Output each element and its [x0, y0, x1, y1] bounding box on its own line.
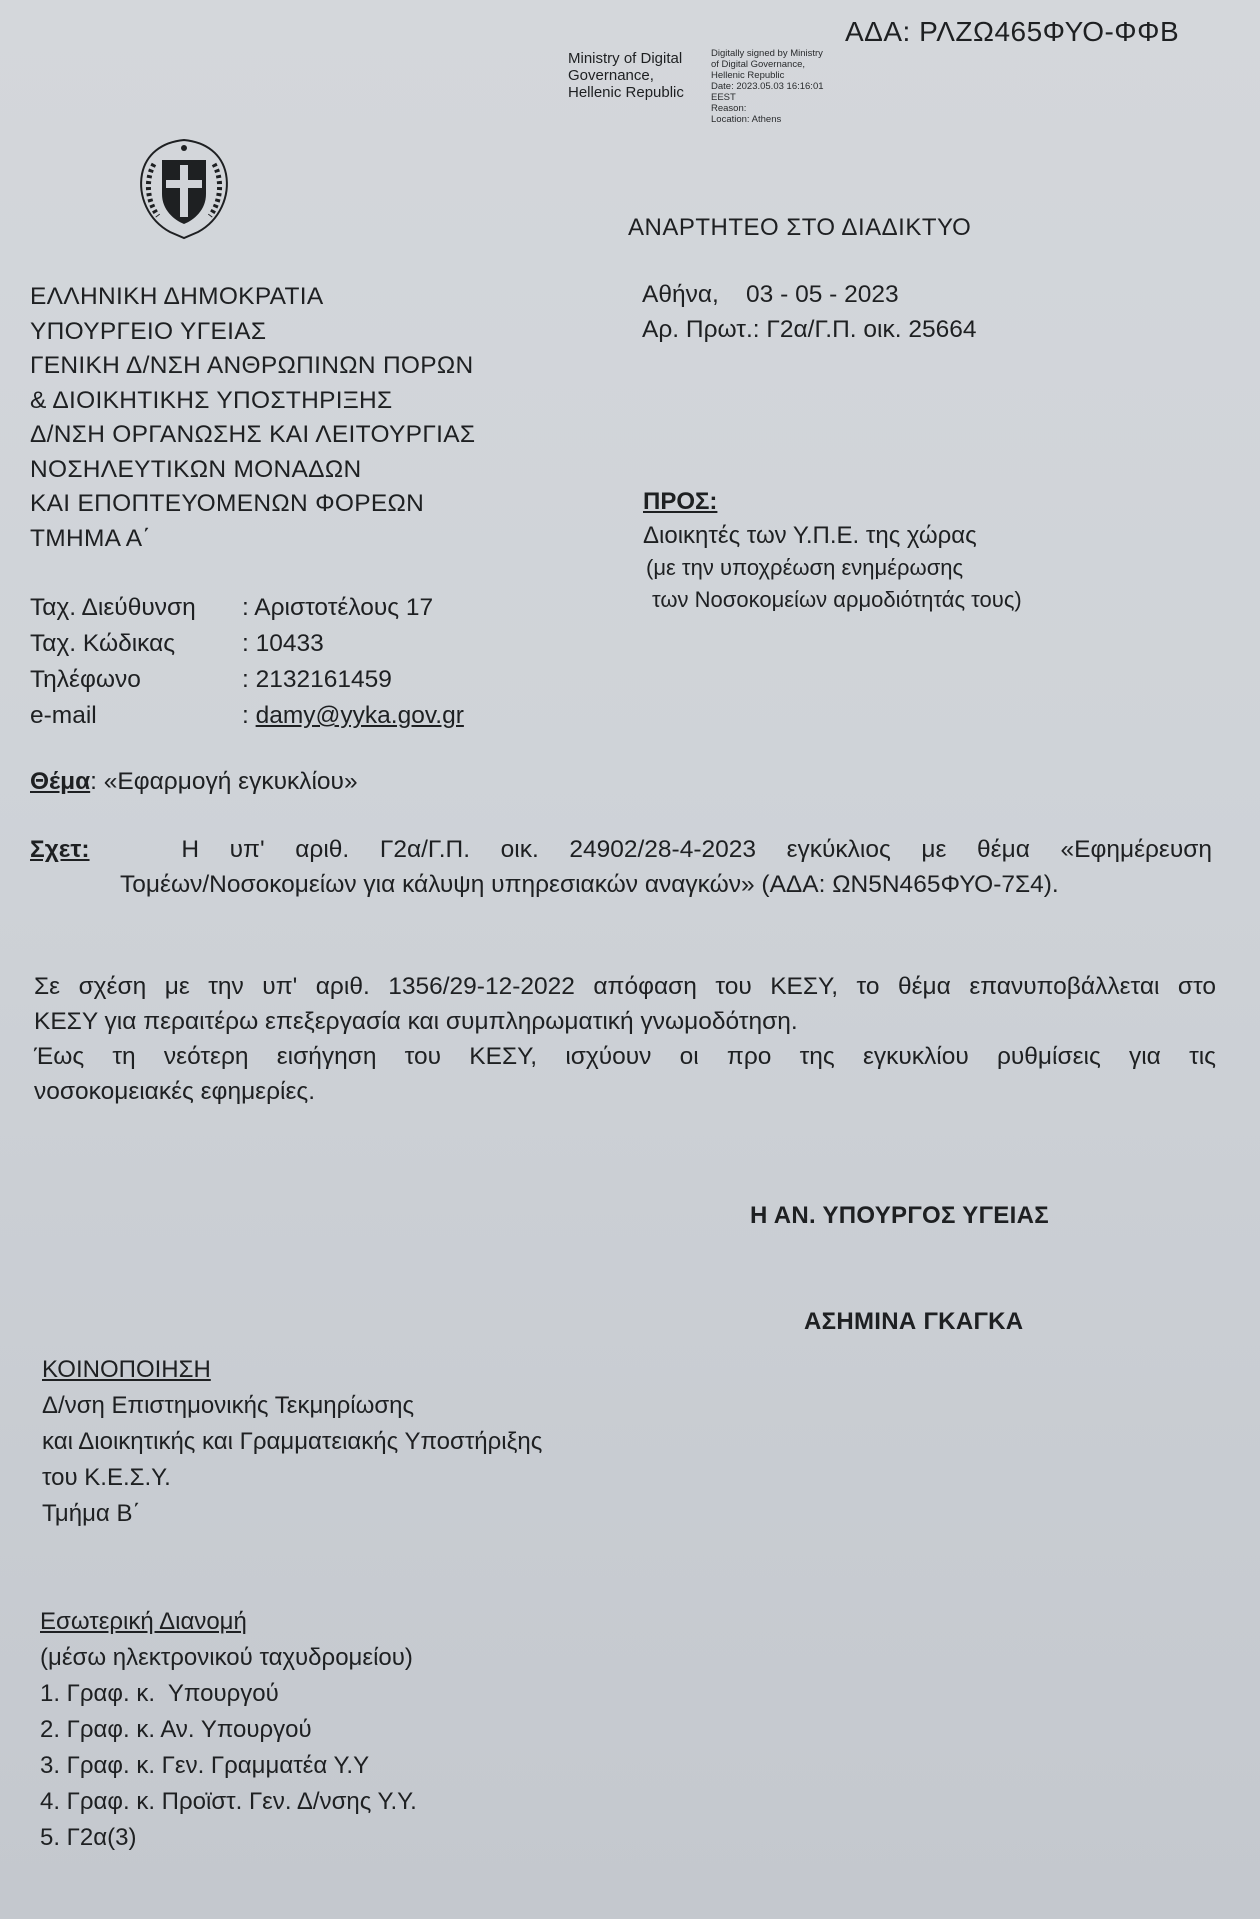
contact-value: : 10433: [242, 630, 324, 657]
recipient-label: ΠΡΟΣ:: [643, 488, 718, 515]
body-line: Σε σχέση με την υπ' αριθ. 1356/29-12-2022 απόφαση του ΚΕΣΥ, το θέμα επανυποβάλλεται στο: [34, 973, 1216, 1000]
issuer-line: ΚΑΙ ΕΠΟΠΤΕΥΟΜΕΝΩΝ ΦΟΡΕΩΝ: [30, 490, 425, 517]
distribution-item: 3. Γραφ. κ. Γεν. Γραμματέα Υ.Υ: [40, 1752, 370, 1779]
reference-block: [30, 832, 1212, 902]
posting-note: ΑΝΑΡΤΗΤΕΟ ΣΤΟ ΔΙΑΔΙΚΤΥΟ: [628, 214, 972, 241]
digital-signature-details: [711, 48, 824, 125]
contact-label: Ταχ. Διεύθυνση: [30, 594, 196, 621]
reference-line: Τομέων/Νοσοκομείων για κάλυψη υπηρεσιακών αναγκών» (ΑΔΑ: ΩΝ5Ν465ΦΥΟ-7Σ4).: [120, 871, 1059, 898]
greek-state-emblem-icon: [132, 134, 236, 242]
issuer-line: ΓΕΝΙΚΗ Δ/ΝΣΗ ΑΝΘΡΩΠΙΝΩΝ ΠΟΡΩΝ: [30, 352, 474, 379]
body-line: νοσοκομειακές εφημερίες.: [34, 1078, 316, 1105]
subject-label: Θέμα: [30, 768, 91, 795]
issuer-block: [30, 280, 475, 556]
issuer-line: ΤΜΗΜΑ Α΄: [30, 524, 151, 552]
signature-detail: Digitally signed by Ministry: [711, 48, 823, 59]
signature-detail: of Digital Governance,: [711, 59, 805, 70]
internal-distribution-block: [40, 1604, 417, 1856]
signature-detail: Location: Athens: [711, 114, 782, 125]
signature-detail: EEST: [711, 92, 736, 103]
distribution-item: 5. Γ2α(3): [40, 1824, 137, 1851]
issuer-line: ΕΛΛΗΝΙΚΗ ΔΗΜΟΚΡΑΤΙΑ: [30, 283, 324, 310]
distribution-subtitle: (μέσω ηλεκτρονικού ταχυδρομείου): [40, 1644, 413, 1671]
contact-label: Ταχ. Κώδικας: [30, 630, 176, 657]
issuer-line: & ΔΙΟΙΚΗΤΙΚΗΣ ΥΠΟΣΤΗΡΙΞΗΣ: [30, 386, 393, 414]
recipient-note: των Νοσοκομείων αρμοδιότητάς τους): [652, 587, 1022, 612]
contact-row: [30, 662, 464, 698]
issuer-line: Δ/ΝΣΗ ΟΡΓΑΝΩΣΗΣ ΚΑΙ ΛΕΙΤΟΥΡΓΙΑΣ: [30, 421, 476, 448]
signature-detail: Hellenic Republic: [711, 70, 785, 81]
contact-label: e-mail: [30, 702, 97, 729]
signer-name: ΑΣΗΜΙΝΑ ΓΚΑΓΚΑ: [804, 1308, 1024, 1335]
subject-text: : «Εφαρμογή εγκυκλίου»: [90, 768, 358, 795]
body-line: Έως τη νεότερη εισήγηση του ΚΕΣΥ, ισχύουν οι προ της εγκυκλίου ρυθμίσεις για τις: [34, 1043, 1216, 1070]
notification-line: Τμήμα Β΄: [42, 1500, 141, 1527]
signature-detail: Date: 2023.05.03 16:16:01: [711, 81, 824, 92]
protocol-number: Αρ. Πρωτ.: Γ2α/Γ.Π. οικ. 25664: [642, 316, 977, 343]
notification-line: του Κ.Ε.Σ.Υ.: [42, 1464, 171, 1491]
contact-label: Τηλέφωνο: [30, 666, 141, 693]
signature-line: Ministry of Digital: [568, 50, 683, 67]
notification-line: και Διοικητικής και Γραμματειακής Υποστήριξης: [42, 1428, 543, 1455]
signature-line: Hellenic Republic: [568, 84, 684, 101]
signature-line: Governance,: [568, 67, 654, 84]
notification-line: Δ/νση Επιστημονικής Τεκμηρίωσης: [42, 1392, 415, 1419]
recipient-note: (με την υποχρέωση ενημέρωσης: [646, 555, 964, 580]
issuer-line: ΝΟΣΗΛΕΥΤΙΚΩΝ ΜΟΝΑΔΩΝ: [30, 455, 362, 483]
subject-line: [30, 768, 358, 796]
date-line: Αθήνα, 03 - 05 - 2023: [642, 281, 899, 308]
contact-value: : 2132161459: [242, 666, 392, 693]
distribution-item: 2. Γραφ. κ. Αν. Υπουργού: [40, 1716, 312, 1743]
distribution-item: 4. Γραφ. κ. Προϊστ. Γεν. Δ/νσης Υ.Υ.: [40, 1788, 417, 1815]
issuer-line: ΥΠΟΥΡΓΕΙΟ ΥΓΕΙΑΣ: [30, 317, 267, 345]
signer-role: Η ΑΝ. ΥΠΟΥΡΓΟΣ ΥΓΕΙΑΣ: [750, 1202, 1049, 1229]
contact-row: [30, 698, 464, 734]
contact-row: [30, 626, 464, 662]
contact-row: [30, 590, 464, 626]
notification-title: ΚΟΙΝΟΠΟΙΗΣΗ: [42, 1356, 211, 1383]
contact-value: : Αριστοτέλους 17: [242, 594, 434, 621]
body-line: ΚΕΣΥ για περαιτέρω επεξεργασία και συμπληρωματική γνωμοδότηση.: [34, 1008, 798, 1035]
reference-line: [30, 832, 1212, 867]
body-text: [34, 969, 1216, 1109]
ada-code: ΑΔΑ: ΡΛΖΩ465ΦΥΟ-ΦΦΒ: [845, 16, 1180, 47]
email-link[interactable]: damy@yyka.gov.gr: [255, 702, 464, 729]
distribution-item: 1. Γραφ. κ. Υπουργού: [40, 1680, 279, 1707]
signature-detail: Reason:: [711, 103, 747, 114]
reference-label: Σχετ:: [30, 836, 90, 863]
contact-block: [30, 590, 464, 734]
notification-block: [42, 1352, 542, 1532]
distribution-title: Εσωτερική Διανομή: [40, 1608, 247, 1635]
digital-signature-signer: [568, 50, 684, 101]
recipient-line: Διοικητές των Υ.Π.Ε. της χώρας: [643, 522, 977, 549]
contact-value-prefix: :: [242, 702, 256, 729]
date-protocol-block: [642, 277, 976, 347]
reference-text: Η υπ' αριθ. Γ2α/Γ.Π. οικ. 24902/28-4-2023 εγκύκλιος με θέμα «Εφημέρευση: [181, 836, 1212, 863]
